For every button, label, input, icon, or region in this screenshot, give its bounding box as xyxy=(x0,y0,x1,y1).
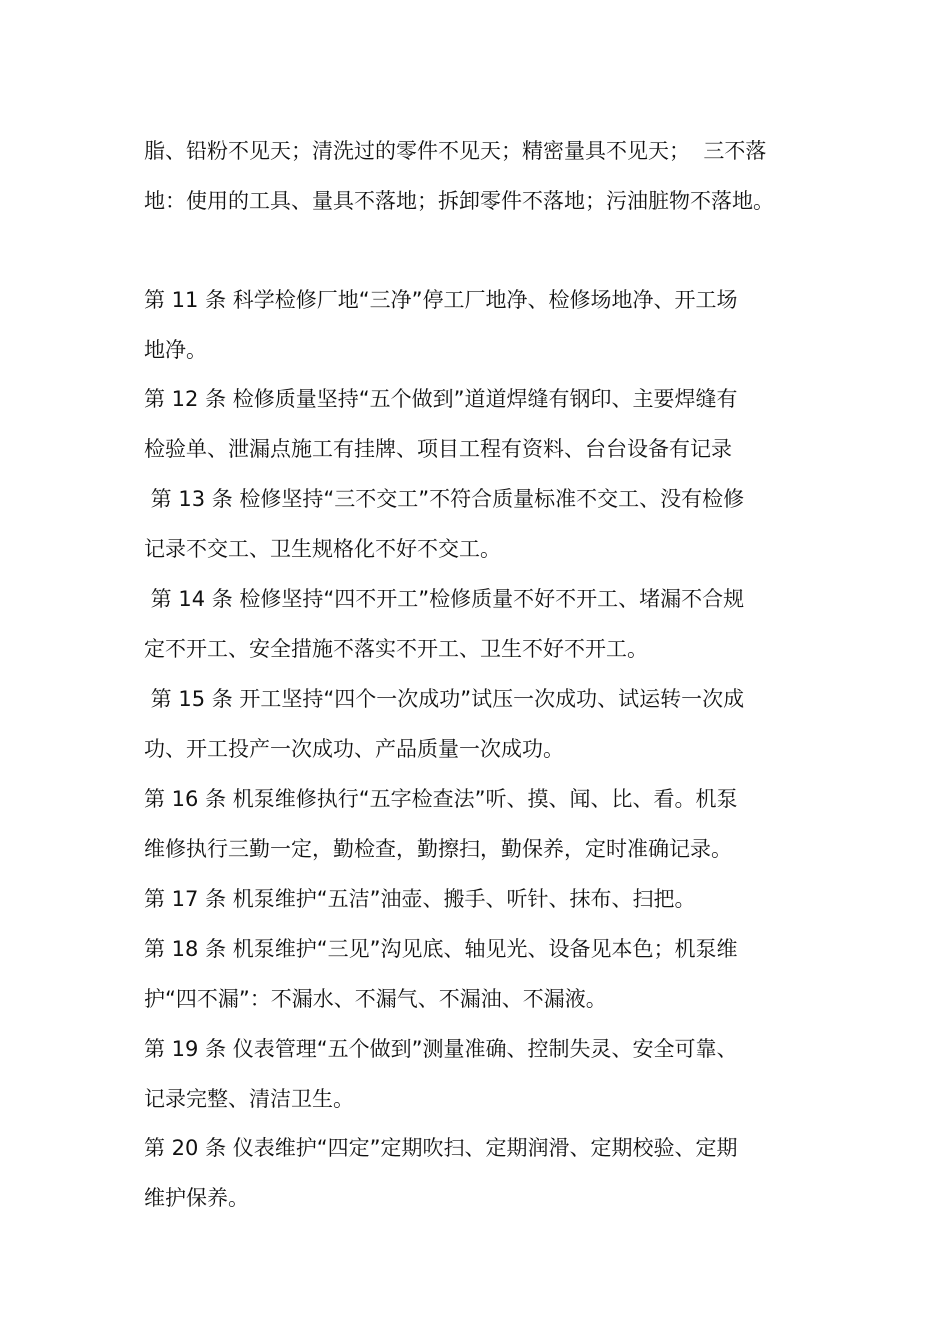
article-11-heading: 第 11 条 科学检修厂地“三净”停工厂地净、检修场地净、开工场 xyxy=(144,288,738,312)
text-line: 护“四不漏”：不漏水、不漏气、不漏油、不漏液。 xyxy=(144,987,607,1011)
text-line: 检验单、泄漏点施工有挂牌、项目工程有资料、台台设备有记录 xyxy=(144,437,732,461)
text-line: 记录完整、清洁卫生。 xyxy=(144,1087,354,1111)
text-line: 记录不交工、卫生规格化不好不交工。 xyxy=(144,537,501,561)
text-line: 地：使用的工具、量具不落地；拆卸零件不落地；污油脏物不落地。 xyxy=(144,189,774,213)
text-line: 维修执行三勤一定，勤检查，勤擦扫，勤保养，定时准确记录。 xyxy=(144,837,732,861)
article-12-heading: 第 12 条 检修质量坚持“五个做到”道道焊缝有钢印、主要焊缝有 xyxy=(144,387,738,411)
article-13-heading: 第 13 条 检修坚持“三不交工”不符合质量标准不交工、没有检修 xyxy=(144,487,745,511)
text-line: 脂、铅粉不见天；清洗过的零件不见天；精密量具不见天； 三不落 xyxy=(144,139,767,163)
article-15-heading: 第 15 条 开工坚持“四个一次成功”试压一次成功、试运转一次成 xyxy=(144,687,745,711)
article-19-heading: 第 19 条 仪表管理“五个做到”测量准确、控制失灵、安全可靠、 xyxy=(144,1037,738,1061)
article-16-heading: 第 16 条 机泵维修执行“五字检查法”听、摸、闻、比、看。机泵 xyxy=(144,787,738,811)
article-17-heading: 第 17 条 机泵维护“五洁”油壶、搬手、听针、抹布、扫把。 xyxy=(144,887,696,911)
article-14-heading: 第 14 条 检修坚持“四不开工”检修质量不好不开工、堵漏不合规 xyxy=(144,587,745,611)
text-line: 地净。 xyxy=(144,338,207,362)
text-line: 维护保养。 xyxy=(144,1186,249,1210)
article-20-heading: 第 20 条 仪表维护“四定”定期吹扫、定期润滑、定期校验、定期 xyxy=(144,1136,738,1160)
article-18-heading: 第 18 条 机泵维护“三见”沟见底、轴见光、设备见本色；机泵维 xyxy=(144,937,738,961)
text-line: 功、开工投产一次成功、产品质量一次成功。 xyxy=(144,737,564,761)
text-line: 定不开工、安全措施不落实不开工、卫生不好不开工。 xyxy=(144,637,648,661)
